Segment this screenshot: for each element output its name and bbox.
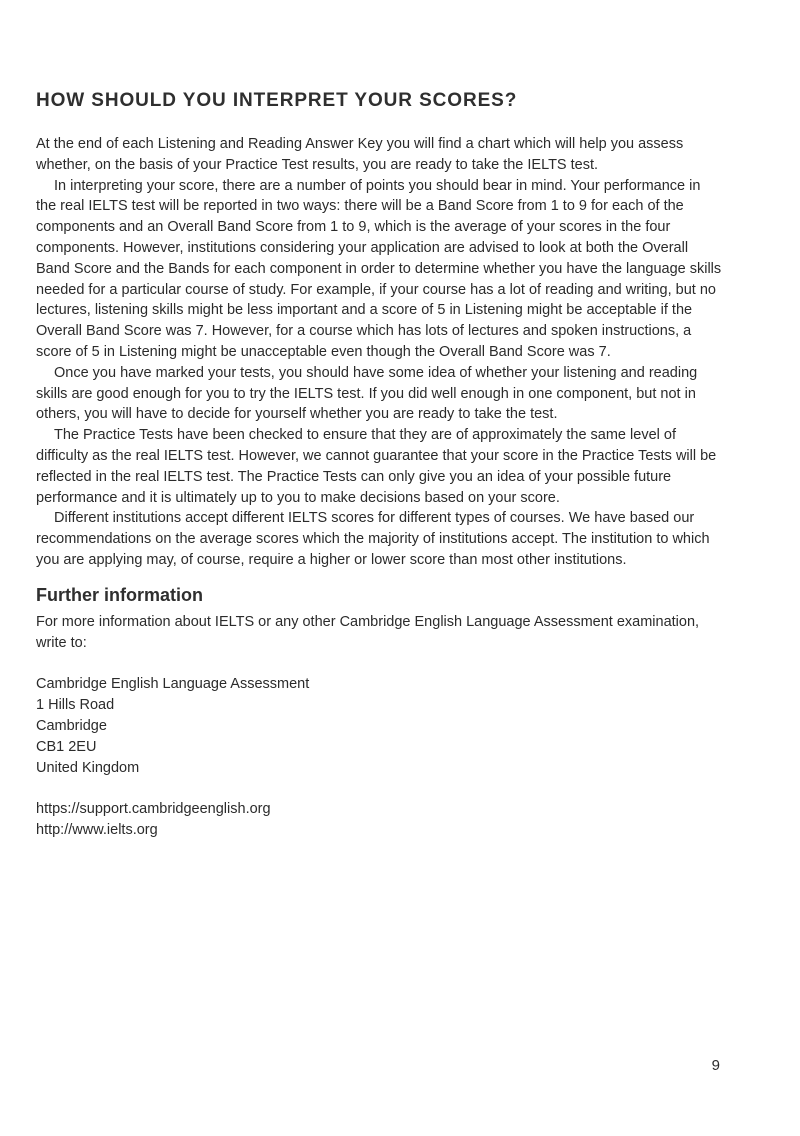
page-heading: HOW SHOULD YOU INTERPRET YOUR SCORES?	[36, 90, 518, 111]
paragraph-marked-tests: Once you have marked your tests, you should have some idea of whether your listening and reading skills are good enough for you to try the IELTS test. If you did well enough in one component, but not in others, you will have to decide for yourself whether you are ready to take the test.	[36, 364, 698, 423]
paragraph-practice-tests: The Practice Tests have been checked to ensure that they are of approximately the same level of difficulty as the real IELTS test. However, we cannot guarantee that your score in the Practice Tests will be reflected in the real IELTS test. The Practice Tests can only give you an idea of your possible future performance and it is ultimately up to you to make decisions based on your score.	[36, 427, 717, 506]
support-link[interactable]: https://support.cambridgeenglish.org	[36, 801, 271, 818]
address-line: United Kingdom	[36, 759, 140, 776]
address-line: 1 Hills Road	[36, 697, 115, 714]
address-line: Cambridge	[36, 717, 107, 734]
address-line: Cambridge English Language Assessment	[36, 676, 310, 693]
postal-address	[36, 674, 724, 778]
paragraph-intro: At the end of each Listening and Reading Answer Key you will find a chart which will help you assess whether, on the basis of your Practice Test results, you are ready to take the IELTS test.	[36, 136, 684, 173]
further-information-intro: For more information about IELTS or any other Cambridge English Language Assessment examination, write to:	[36, 613, 700, 651]
further-information-heading: Further information	[36, 584, 203, 605]
paragraph-interpreting: In interpreting your score, there are a number of points you should bear in mind. Your performance in the real IELTS test will be reported in two ways: there will be a Band Score from 1 to 9 for each of the components and an Overall Band Score from 1 to 9, which is the average of your scores in the four components. However, institutions considering your application are advised to look at both the Overall Band Score and the Bands for each component in order to determine whether you have the language skills needed for a particular course of study. For example, if your course has a lot of reading and writing, but no lectures, listening skills might be less important and a score of 5 in Listening might be acceptable if the Overall Band Score was 7. However, for a course which has lots of lectures and spoken instructions, a score of 5 in Listening might be unacceptable even though the Overall Band Score was 7.	[36, 177, 722, 360]
paragraph-institutions: Different institutions accept different IELTS scores for different types of courses. We have based our recommendations on the average scores which the majority of institutions accept. The institution to which you are applying may, of course, require a higher or lower score than most other institutions.	[36, 510, 710, 568]
page-content	[36, 90, 724, 841]
web-links	[36, 799, 724, 841]
ielts-link[interactable]: http://www.ielts.org	[36, 822, 158, 839]
address-line: CB1 2EU	[36, 738, 97, 755]
page-number: 9	[711, 1057, 720, 1074]
